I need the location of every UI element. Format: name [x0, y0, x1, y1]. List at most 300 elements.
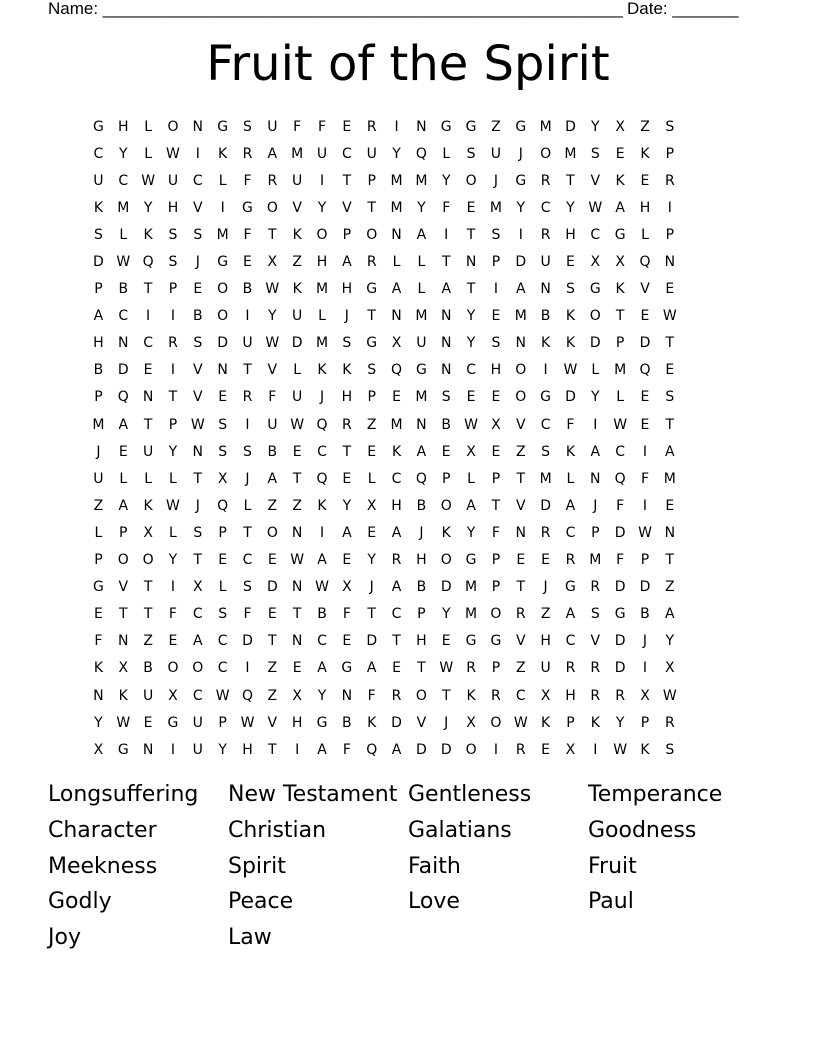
grid-letter: C [565, 524, 576, 541]
grid-letter: R [565, 660, 576, 677]
grid-letter: K [640, 145, 650, 162]
grid-letter: H [565, 687, 576, 704]
grid-letter: E [93, 606, 103, 623]
grid-letter: H [316, 254, 328, 271]
grid-letter: Y [168, 552, 178, 569]
word-bank-item: Character [48, 817, 157, 843]
puzzle-title: Fruit of the Spirit [206, 36, 610, 92]
grid-letter: V [342, 199, 352, 216]
grid-letter: Y [168, 443, 178, 460]
grid-letter: A [565, 497, 576, 514]
grid-letter: M [415, 389, 428, 406]
grid-letter: U [192, 714, 203, 731]
grid-letter: X [143, 524, 153, 541]
grid-letter: Y [317, 687, 327, 704]
grid-letter: E [665, 497, 675, 514]
word-bank-item: Gentleness [408, 782, 532, 807]
grid-letter: F [293, 118, 302, 135]
grid-letter: S [243, 118, 252, 135]
grid-letter: A [391, 524, 402, 541]
grid-letter: Z [292, 497, 302, 514]
grid-letter: E [466, 389, 476, 406]
grid-letter: I [245, 416, 250, 433]
grid-letter: G [565, 579, 576, 596]
grid-letter: A [93, 308, 104, 325]
grid-letter: R [664, 172, 675, 189]
grid-letter: U [490, 145, 502, 162]
grid-letter: C [391, 470, 402, 487]
grid-letter: M [489, 199, 502, 216]
grid-letter: L [641, 226, 649, 243]
grid-letter: Y [441, 172, 451, 189]
grid-letter: C [93, 145, 104, 162]
grid-letter: W [215, 687, 230, 704]
grid-letter: T [615, 308, 625, 325]
grid-letter: G [341, 660, 353, 677]
grid-letter: X [118, 660, 129, 677]
grid-letter: L [243, 497, 252, 514]
grid-letter: A [366, 660, 377, 677]
grid-letter: F [442, 199, 451, 216]
grid-letter: H [490, 362, 502, 379]
grid-letter: Z [93, 497, 104, 514]
grid-letter: C [391, 606, 402, 623]
grid-letter: W [613, 741, 628, 758]
grid-letter: N [291, 633, 303, 650]
grid-letter: P [367, 389, 376, 406]
grid-letter: A [317, 741, 327, 758]
grid-letter: D [565, 118, 576, 135]
grid-letter: Q [217, 497, 229, 514]
grid-letter: E [267, 552, 277, 569]
grid-letter: K [590, 714, 600, 731]
grid-letter: T [342, 443, 352, 460]
grid-letter: G [589, 281, 601, 298]
grid-letter: W [662, 687, 677, 704]
grid-letter: X [93, 741, 104, 758]
grid-letter: O [117, 552, 129, 569]
grid-letter: E [243, 254, 252, 271]
grid-letter: E [193, 281, 203, 298]
grid-letter: L [566, 470, 575, 487]
grid-letter: E [367, 443, 377, 460]
grid-letter: T [193, 470, 203, 487]
grid-letter: S [193, 226, 203, 243]
grid-letter: L [218, 172, 227, 189]
grid-letter: E [640, 308, 650, 325]
grid-letter: B [441, 416, 452, 433]
grid-letter: I [444, 226, 449, 243]
grid-row [86, 113, 732, 140]
grid-letter: W [638, 524, 652, 541]
grid-letter: A [615, 199, 625, 216]
grid-letter: L [417, 281, 426, 298]
grid-letter: F [168, 606, 177, 623]
grid-letter: E [466, 199, 476, 216]
grid-letter: I [642, 443, 648, 460]
grid-row [86, 248, 732, 275]
grid-letter: O [217, 281, 229, 298]
grid-letter: H [391, 497, 402, 514]
grid-letter: N [192, 443, 204, 460]
grid-letter: H [118, 118, 129, 135]
grid-letter: K [143, 226, 153, 243]
grid-letter: A [416, 443, 427, 460]
grid-letter: M [315, 281, 329, 298]
grid-letter: V [193, 199, 203, 216]
grid-letter: X [615, 118, 625, 135]
grid-letter: W [588, 199, 603, 216]
grid-letter: O [266, 524, 278, 541]
grid-letter: B [93, 362, 104, 379]
grid-letter: V [590, 633, 601, 650]
grid-letter: Z [292, 254, 302, 271]
grid-letter: Y [392, 145, 401, 162]
grid-letter: U [167, 172, 179, 189]
grid-letter: N [118, 633, 129, 650]
grid-letter: N [391, 308, 402, 325]
grid-letter: T [491, 497, 501, 514]
grid-letter: A [267, 145, 278, 162]
grid-letter: L [144, 470, 153, 487]
grid-letter: T [367, 199, 376, 216]
grid-letter: P [640, 714, 650, 731]
grid-letter: A [317, 660, 327, 677]
grid-letter: G [167, 714, 179, 731]
grid-letter: P [665, 145, 675, 162]
word-bank-item: Christian [228, 817, 327, 843]
grid-letter: T [566, 172, 575, 189]
grid-letter: U [192, 741, 203, 758]
grid-letter: T [342, 172, 352, 189]
grid-letter: Q [117, 389, 129, 406]
grid-letter: V [515, 633, 526, 650]
grid-letter: M [390, 172, 403, 189]
grid-letter: R [590, 579, 601, 596]
grid-letter: K [93, 199, 104, 216]
grid-letter: Z [515, 443, 526, 460]
grid-letter: W [166, 145, 180, 162]
grid-letter: E [541, 741, 551, 758]
grid-letter: O [490, 606, 502, 623]
grid-letter: S [590, 606, 600, 623]
grid-row [86, 140, 732, 167]
grid-letter: G [117, 741, 129, 758]
grid-letter: K [93, 660, 104, 677]
grid-letter: H [416, 633, 427, 650]
word-bank-item: Godly [48, 889, 112, 915]
grid-letter: R [391, 552, 402, 569]
grid-letter: T [417, 660, 426, 677]
grid-letter: J [195, 254, 200, 271]
grid-letter: Q [614, 470, 626, 487]
grid-letter: H [540, 633, 551, 650]
grid-letter: N [465, 254, 477, 271]
grid-letter: R [664, 714, 675, 731]
grid-letter: H [291, 714, 303, 731]
grid-letter: D [440, 579, 452, 596]
grid-row [86, 547, 732, 574]
grid-letter: P [566, 714, 575, 731]
grid-letter: W [464, 416, 478, 433]
grid-letter: T [665, 416, 675, 433]
grid-letter: F [566, 416, 575, 433]
grid-row [86, 736, 732, 763]
grid-letter: S [342, 335, 352, 352]
grid-letter: E [491, 443, 501, 460]
grid-letter: O [217, 308, 229, 325]
grid-letter: V [193, 362, 203, 379]
grid-letter: Y [317, 199, 327, 216]
grid-letter: J [319, 389, 325, 406]
grid-letter: A [193, 633, 203, 650]
grid-letter: P [94, 389, 103, 406]
grid-letter: K [640, 741, 650, 758]
grid-letter: B [143, 660, 153, 677]
grid-letter: E [218, 389, 228, 406]
grid-letter: T [143, 416, 153, 433]
grid-letter: A [665, 443, 675, 460]
grid-letter: W [116, 254, 131, 271]
grid-letter: G [614, 226, 626, 243]
grid-letter: X [640, 687, 650, 704]
grid-letter: W [290, 552, 305, 569]
grid-letter: X [391, 335, 402, 352]
grid-letter: R [366, 254, 377, 271]
grid-letter: G [366, 281, 378, 298]
grid-letter: J [245, 470, 250, 487]
grid-letter: Y [417, 199, 426, 216]
grid-letter: L [467, 470, 475, 487]
grid-letter: A [267, 470, 278, 487]
grid-letter: U [93, 172, 104, 189]
grid-letter: Y [566, 199, 575, 216]
grid-letter: A [515, 281, 526, 298]
grid-letter: X [491, 416, 501, 433]
grid-letter: Y [94, 714, 103, 731]
date-field-line: Date: _______ [627, 0, 739, 18]
grid-letter: E [168, 633, 178, 650]
grid-letter: E [143, 714, 153, 731]
grid-letter: Z [366, 416, 377, 433]
grid-letter: P [417, 606, 426, 623]
grid-letter: E [665, 362, 675, 379]
grid-letter: A [391, 579, 402, 596]
grid-letter: G [242, 199, 253, 216]
grid-letter: I [642, 497, 648, 514]
grid-letter: O [540, 145, 552, 162]
grid-letter: A [665, 606, 675, 623]
grid-letter: E [566, 254, 575, 271]
grid-letter: Z [267, 687, 278, 704]
grid-letter: T [292, 470, 302, 487]
grid-letter: M [390, 416, 403, 433]
grid-letter: O [192, 660, 204, 677]
grid-letter: M [614, 362, 627, 379]
grid-letter: K [367, 714, 377, 731]
grid-row [86, 384, 732, 411]
grid-letter: Q [415, 145, 427, 162]
grid-letter: H [341, 389, 353, 406]
grid-letter: F [317, 118, 327, 135]
grid-letter: N [291, 579, 303, 596]
grid-letter: F [243, 172, 252, 189]
grid-letter: F [268, 389, 277, 406]
grid-letter: K [565, 335, 576, 352]
grid-letter: P [367, 172, 376, 189]
grid-letter: S [665, 741, 675, 758]
grid-letter: B [118, 281, 129, 298]
grid-letter: Z [540, 606, 551, 623]
grid-letter: C [590, 226, 601, 243]
grid-letter: O [167, 660, 179, 677]
grid-letter: S [491, 335, 501, 352]
grid-letter: I [146, 308, 151, 325]
grid-letter: K [218, 145, 228, 162]
grid-letter: A [466, 497, 476, 514]
grid-letter: C [118, 172, 129, 189]
grid-row [86, 574, 732, 601]
grid-letter: K [317, 362, 327, 379]
grid-letter: D [614, 633, 626, 650]
grid-row [86, 682, 732, 709]
grid-letter: R [242, 145, 253, 162]
word-bank-item: Joy [48, 925, 81, 951]
grid-letter: E [118, 443, 128, 460]
grid-letter: N [416, 416, 427, 433]
grid-letter: D [540, 497, 551, 514]
grid-letter: Q [639, 362, 651, 379]
grid-letter: M [539, 118, 552, 135]
grid-letter: T [392, 633, 401, 650]
grid-letter: R [515, 741, 526, 758]
grid-letter: E [640, 416, 650, 433]
grid-letter: I [319, 524, 325, 541]
word-bank-item: Law [228, 925, 272, 951]
word-bank [48, 779, 768, 958]
grid-letter: E [441, 633, 451, 650]
grid-letter: X [342, 579, 352, 596]
grid-letter: K [143, 497, 153, 514]
grid-letter: U [142, 687, 154, 704]
grid-letter: P [491, 254, 501, 271]
grid-letter: J [593, 497, 598, 514]
grid-letter: M [564, 145, 577, 162]
grid-letter: U [292, 172, 303, 189]
grid-letter: U [292, 308, 303, 325]
grid-letter: G [92, 579, 104, 596]
letter-grid [86, 113, 732, 763]
grid-letter: D [440, 741, 452, 758]
grid-letter: U [93, 470, 104, 487]
grid-letter: G [440, 118, 452, 135]
word-bank-item: Fruit [588, 853, 637, 879]
grid-letter: U [416, 335, 427, 352]
grid-letter: V [640, 281, 650, 298]
grid-letter: T [665, 552, 675, 569]
grid-letter: R [341, 416, 352, 433]
grid-letter: W [240, 714, 255, 731]
grid-letter: X [590, 254, 601, 271]
grid-letter: N [416, 118, 427, 135]
grid-letter: V [193, 389, 203, 406]
grid-letter: E [665, 281, 675, 298]
grid-letter: I [295, 741, 300, 758]
grid-letter: Z [267, 660, 278, 677]
grid-letter: E [342, 552, 352, 569]
grid-letter: C [217, 660, 228, 677]
grid-letter: Y [466, 524, 476, 541]
grid-letter: I [493, 281, 498, 298]
grid-letter: L [392, 254, 401, 271]
grid-letter: G [366, 335, 378, 352]
grid-letter: E [640, 389, 650, 406]
grid-letter: A [590, 443, 601, 460]
grid-letter: P [591, 524, 600, 541]
grid-letter: W [116, 714, 131, 731]
grid-letter: N [341, 687, 353, 704]
grid-letter: X [466, 443, 476, 460]
grid-letter: T [168, 389, 178, 406]
grid-letter: G [415, 362, 427, 379]
grid-letter: R [540, 524, 551, 541]
grid-letter: R [540, 226, 551, 243]
grid-letter: P [640, 552, 650, 569]
grid-letter: C [515, 687, 526, 704]
grid-letter: C [341, 145, 352, 162]
grid-letter: J [493, 172, 498, 189]
grid-letter: C [192, 606, 203, 623]
grid-letter: S [218, 443, 228, 460]
grid-letter: S [243, 443, 252, 460]
grid-letter: F [342, 606, 351, 623]
grid-letter: E [367, 524, 377, 541]
grid-letter: O [366, 226, 378, 243]
grid-letter: A [565, 606, 576, 623]
grid-letter: T [193, 552, 203, 569]
grid-letter: M [415, 308, 428, 325]
grid-letter: C [317, 633, 327, 650]
grid-letter: W [190, 416, 205, 433]
grid-letter: H [93, 335, 104, 352]
grid-letter: N [391, 226, 402, 243]
grid-row [86, 519, 732, 546]
grid-letter: R [590, 660, 601, 677]
grid-letter: E [143, 362, 153, 379]
grid-letter: A [391, 281, 402, 298]
grid-letter: J [344, 308, 349, 325]
grid-letter: S [93, 226, 103, 243]
grid-letter: Y [218, 741, 227, 758]
word-bank-item: Faith [408, 853, 461, 879]
grid-letter: A [342, 254, 352, 271]
grid-letter: R [615, 687, 625, 704]
word-bank-item: Goodness [588, 817, 697, 843]
grid-letter: E [292, 443, 302, 460]
grid-letter: V [292, 199, 302, 216]
grid-letter: L [442, 145, 451, 162]
word-bank-item: Peace [228, 889, 294, 915]
grid-letter: K [565, 443, 576, 460]
grid-letter: L [119, 470, 128, 487]
grid-row [86, 655, 732, 682]
grid-letter: D [639, 579, 651, 596]
grid-letter: Q [316, 416, 328, 433]
grid-letter: W [563, 362, 578, 379]
word-bank-item: Paul [588, 889, 634, 915]
grid-letter: Y [466, 308, 476, 325]
grid-letter: S [168, 254, 178, 271]
